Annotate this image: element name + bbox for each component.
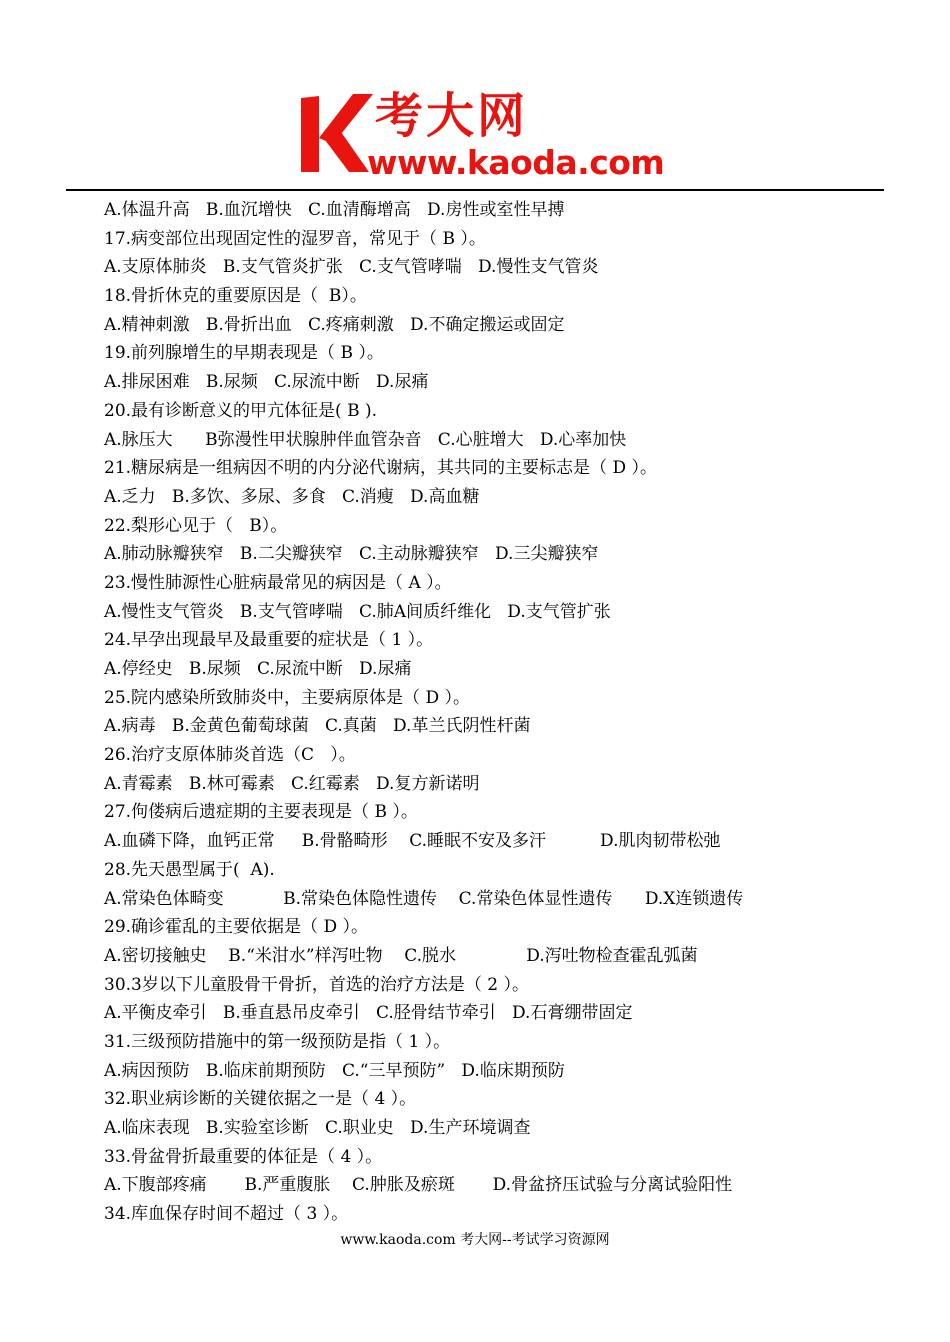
logo-url-text: www.kaoda.com	[367, 143, 665, 182]
text-line: 22.梨形心见于（ B）。	[104, 515, 288, 536]
text-line: 17.病变部位出现固定性的湿罗音，常见于（ B ）。	[104, 228, 486, 249]
text-line: 23.慢性肺源性心脏病最常见的病因是（ A ）。	[104, 572, 452, 593]
text-line: 30.3岁以下儿童股骨干骨折，首选的治疗方法是（ 2 ）。	[104, 974, 529, 995]
text-line: A.常染色体畸变 B.常染色体隐性遗传 C.常染色体显性遗传 D.X连锁遗传	[104, 888, 744, 909]
text-line: 29.确诊霍乱的主要依据是（ D ）。	[104, 917, 368, 938]
text-line: A.排尿困难 B.尿频 C.尿流中断 D.尿痛	[104, 372, 429, 393]
text-line: A.血磷下降，血钙正常 B.骨骼畸形 C.睡眠不安及多汗 D.肌肉韧带松弛	[104, 831, 721, 852]
kaoda-logo[interactable]	[295, 86, 665, 184]
text-line: A.临床表现 B.实验室诊断 C.职业史 D.生产环境调查	[104, 1118, 531, 1138]
text-line: 25.院内感染所致肺炎中，主要病原体是（ D ）。	[104, 687, 470, 708]
question-list	[104, 196, 904, 1229]
text-line: A.脉压大 B弥漫性甲状腺肿伴血管杂音 C.心脏增大 D.心率加快	[104, 429, 627, 450]
text-line: 32.职业病诊断的关键依据之一是（ 4 ）。	[104, 1089, 417, 1110]
text-line: 31.三级预防措施中的第一级预防是指（ 1 ）。	[104, 1031, 451, 1052]
logo-brand-text: 考大网	[375, 88, 529, 144]
page-footer: www.kaoda.com 考大网--考试学习资源网	[340, 1232, 610, 1248]
text-line: A.支原体肺炎 B.支气管炎扩张 C.支气管哮喘 D.慢性支气管炎	[104, 257, 599, 278]
text-line: 26.治疗支原体肺炎首选（C ）。	[104, 745, 356, 766]
text-line: 34.库血保存时间不超过（ 3 ）。	[104, 1204, 349, 1225]
text-line: 24.早孕出现最早及最重要的症状是（ 1 ）。	[104, 630, 434, 651]
text-line: A.青霉素 B.林可霉素 C.红霉素 D.复方新诺明	[104, 773, 480, 794]
text-line: A.乏力 B.多饮、多尿、多食 C.消瘦 D.高血糖	[104, 486, 480, 507]
text-line: 33.骨盆骨折最重要的体征是（ 4 ）。	[104, 1146, 383, 1167]
header-divider	[66, 189, 884, 191]
text-line: 18.骨折休克的重要原因是（ B）。	[104, 286, 367, 307]
text-line: A.停经史 B.尿频 C.尿流中断 D.尿痛	[104, 659, 412, 679]
k-logo-icon	[295, 86, 375, 176]
text-line: 27.佝偻病后遗症期的主要表现是（ B ）。	[104, 802, 418, 823]
text-line: A.平衡皮牵引 B.垂直悬吊皮牵引 C.胫骨结节牵引 D.石膏绷带固定	[104, 1003, 633, 1024]
text-line: 21.糖尿病是一组病因不明的内分泌代谢病，其共同的主要标志是（ D ）。	[104, 458, 657, 479]
text-line: A.体温升高 B.血沉增快 C.血清酶增高 D.房性或室性早搏	[104, 200, 565, 220]
text-line: 20.最有诊断意义的甲亢体征是( B ).	[104, 400, 378, 421]
text-line: A.病毒 B.金黄色葡萄球菌 C.真菌 D.革兰氏阴性杆菌	[104, 716, 531, 737]
text-line: A.病因预防 B.临床前期预防 C.“三早预防” D.临床期预防	[104, 1060, 565, 1081]
text-line: 19.前列腺增生的早期表现是（ B ）。	[104, 343, 384, 364]
text-line: A.精神刺激 B.骨折出血 C.疼痛刺激 D.不确定搬运或固定	[104, 314, 565, 335]
text-line: A.肺动脉瓣狭窄 B.二尖瓣狭窄 C.主动脉瓣狭窄 D.三尖瓣狭窄	[104, 544, 599, 565]
text-line: A.下腹部疼痛 B.严重腹胀 C.肿胀及瘀斑 D.骨盆挤压试验与分离试验阳性	[104, 1175, 733, 1196]
page-header	[0, 0, 950, 192]
text-line: 28.先天愚型属于( A).	[104, 859, 275, 880]
text-line: A.密切接触史 B.“米泔水”样泻吐物 C.脱水 D.泻吐物检查霍乱弧菌	[104, 945, 698, 966]
text-line: A.慢性支气管炎 B.支气管哮喘 C.肺A间质纤维化 D.支气管扩张	[104, 601, 611, 622]
